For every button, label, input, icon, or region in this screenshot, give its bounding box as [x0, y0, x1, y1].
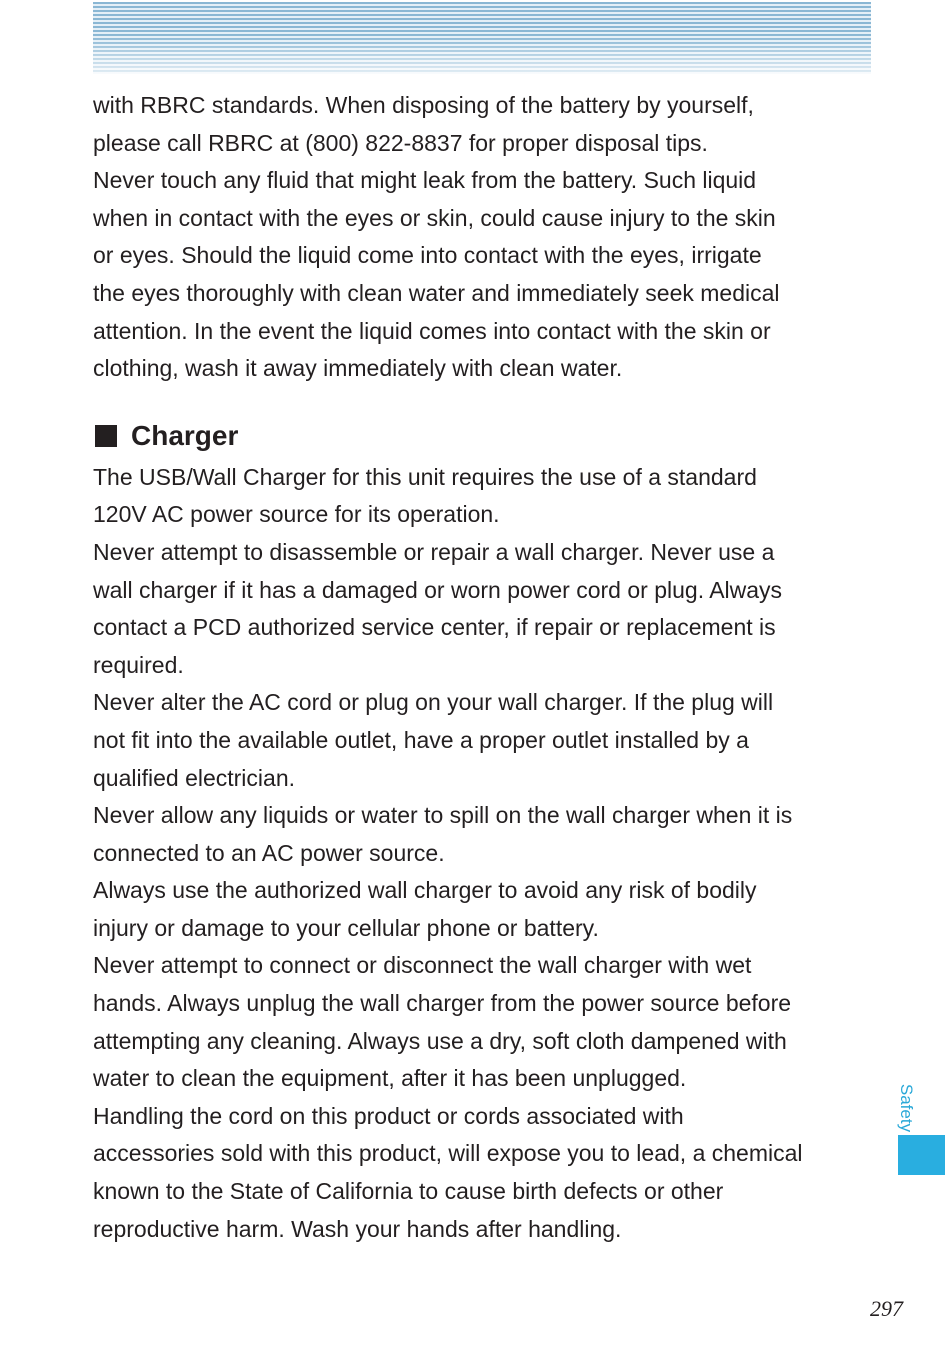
- square-bullet-icon: [95, 425, 117, 447]
- charger-paragraph: The USB/Wall Charger for this unit requires the use of a standard 120V AC power source for its operation. Never attempt to disassemble or repair a wall charger. Never use a wall charger if it has a damaged or worn power cord or plug. Always contact a PCD authorized service center, if repair or replacement is required. Never alter the AC cord or plug on your wall charger. If the plug will not fit into the available outlet, have a proper outlet installed by a qualified electrician. Never allow any liquids or water to spill on the wall charger when it is connected to an AC power source. Always use the authorized wall charger to avoid any risk of bodily injury or damage to your cellular phone or battery. Never attempt to connect or disconnect the wall charger with wet hands. Always unplug the wall charger from the power source before attempting any cleaning. Always use a dry, soft cloth dampened with water to clean the equipment, after it has been unplugged. Handling the cord on this product or cords associated with accessories sold with this product, will expose you to lead, a chemical known to the State of California to cause birth defects or other reproductive harm. Wash your hands after handling.: [93, 463, 803, 1242]
- side-tab-label: Safety: [897, 1083, 916, 1133]
- page-number: 297: [870, 1296, 903, 1321]
- intro-paragraph: with RBRC standards. When disposing of the battery by yourself, please call RBRC at (800) 822-8837 for proper disposal tips. Never touch any fluid that might leak from the battery. Such liquid when in contact with the eyes or skin, could cause injury to the skin or eyes. Should the liquid come into contact with the eyes, irrigate the eyes thoroughly with clean water and immediately seek medical attention. In the event the liquid comes into contact with the skin or clothing, wash it away immediately with clean water.: [93, 92, 780, 382]
- charger-heading: [93, 413, 883, 459]
- side-tab-marker: [898, 1135, 945, 1175]
- header-decorative-band: [93, 2, 871, 74]
- charger-heading-text: Charger: [131, 419, 239, 451]
- page-content: [93, 87, 883, 1248]
